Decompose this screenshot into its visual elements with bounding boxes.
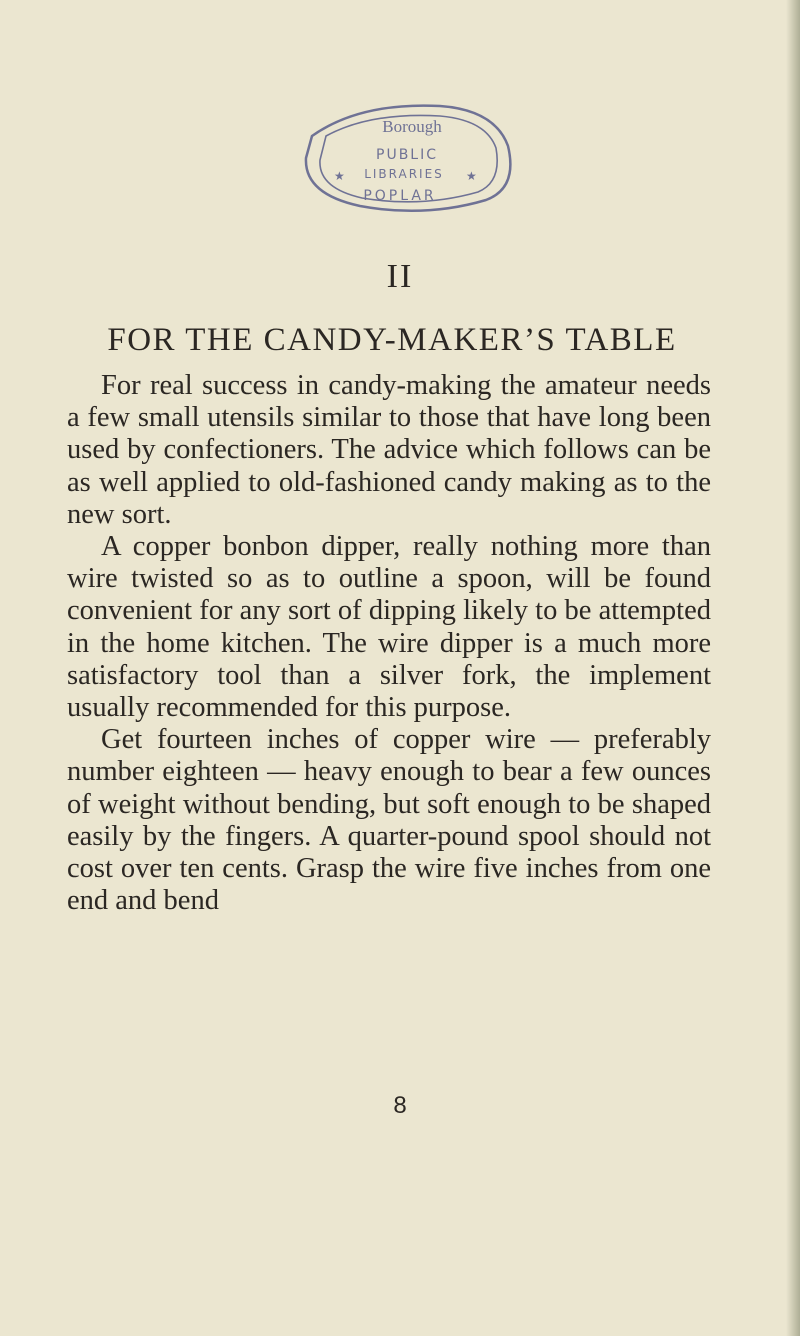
chapter-number: II bbox=[386, 258, 414, 295]
stamp-middle-text: PUBLIC bbox=[376, 147, 438, 163]
chapter-title: FOR THE CANDY-MAKER’S TABLE bbox=[107, 322, 677, 358]
stamp-star-right-icon: ★ bbox=[466, 169, 477, 183]
stamp-lower-text: LIBRARIES bbox=[364, 167, 444, 181]
page-number: 8 bbox=[393, 1092, 407, 1119]
stamp-bottom-text: POPLAR bbox=[363, 188, 437, 204]
paragraph-2: A copper bonbon dipper, really nothing more than wire twisted so as to outline a spoon, will be found convenient for any sort of dipping likely to be attempted in the home kitchen. The wire dipper is a much more satisfactory tool than a silver fork, the implement usually recommended for this purpose. bbox=[67, 531, 711, 724]
library-stamp bbox=[290, 96, 520, 216]
page-edge-shadow bbox=[786, 0, 800, 1336]
stamp-star-left-icon: ★ bbox=[334, 169, 345, 183]
body-text bbox=[67, 370, 711, 917]
paragraph-1: For real success in candy-making the amateur needs a few small utensils similar to those that have long been used by confectioners. The advice which follows can be as well applied to old-fashioned candy making as to the new sort. bbox=[67, 370, 711, 530]
stamp-top-text: Borough bbox=[382, 117, 442, 136]
paragraph-3: Get fourteen inches of copper wire — preferably number eighteen — heavy enough to bear a few ounces of weight without bending, but soft enough to be shaped easily by the fingers. A quarter-pound spool should not cost over ten cents. Grasp the wire five inches from one end and bend bbox=[67, 724, 711, 917]
